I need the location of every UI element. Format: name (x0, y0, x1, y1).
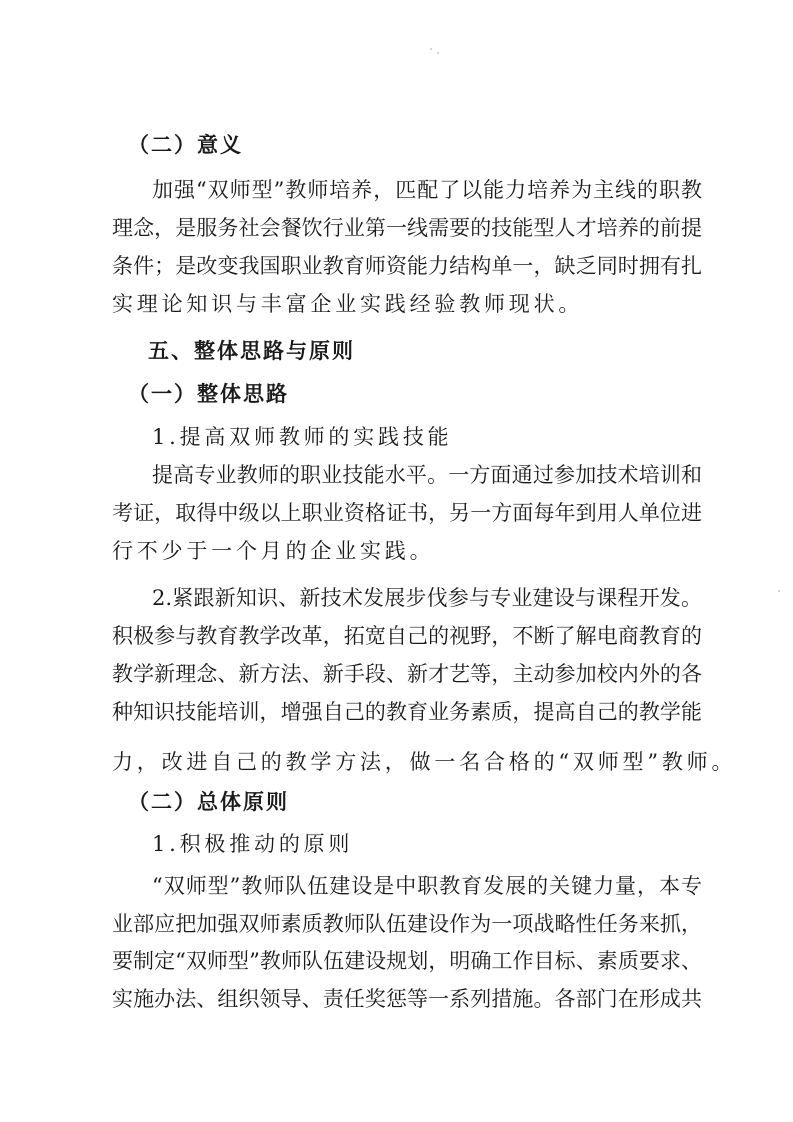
section-heading-principles: （二）总体原则 (128, 790, 289, 814)
paragraph-line: 教学新理念、新方法、新手段、新才艺等，主动参加校内外的各 (112, 662, 702, 686)
paragraph-line: 业部应把加强双师素质教师队伍建设作为一项战略性任务来抓， (112, 912, 702, 936)
paragraph-line: 力，改进自己的教学方法，做一名合格的“双师型”教师。 (112, 750, 737, 774)
item-heading: 1.提高双师教师的实践技能 (152, 425, 453, 449)
paragraph-line: 实理论知识与丰富企业实践经验教师现状。 (112, 292, 584, 316)
paragraph-line: 理念，是服务社会餐饮行业第一线需要的技能型人才培养的前提 (112, 216, 702, 240)
chapter-heading-approach: 五、整体思路与原则 (148, 339, 355, 363)
paragraph-line: 提高专业教师的职业技能水平。一方面通过参加技术培训和 (152, 463, 702, 487)
item-heading: 1.积极推动的原则 (152, 832, 354, 856)
scan-speck (778, 590, 780, 592)
scan-speck (437, 52, 439, 54)
paragraph-line: 种知识技能培训，增强自己的教育业务素质，提高自己的教学能 (112, 700, 702, 724)
section-heading-significance: （二）意义 (128, 133, 243, 157)
paragraph-line: “双师型”教师队伍建设是中职教育发展的关键力量，本专 (152, 874, 702, 898)
paragraph-line: 条件；是改变我国职业教育师资能力结构单一，缺乏同时拥有扎 (112, 254, 702, 278)
scan-speck (430, 48, 432, 50)
paragraph-line: 行不少于一个月的企业实践。 (112, 539, 435, 563)
paragraph-line: 要制定“双师型”教师队伍建设规划，明确工作目标、素质要求、 (112, 949, 702, 973)
paragraph-line: 加强“双师型”教师培养，匹配了以能力培养为主线的职教 (152, 178, 702, 202)
paragraph-line: 实施办法、组织领导、责任奖惩等一系列措施。各部门在形成共 (112, 987, 702, 1011)
section-heading-overall-approach: （一）整体思路 (128, 382, 289, 406)
paragraph-line: 2.紧跟新知识、新技术发展步伐参与专业建设与课程开发。 (152, 586, 702, 610)
paragraph-line: 积极参与教育教学改革，拓宽自己的视野，不断了解电商教育的 (112, 624, 702, 648)
paragraph-line: 考证，取得中级以上职业资格证书，另一方面每年到用人单位进 (112, 501, 702, 525)
